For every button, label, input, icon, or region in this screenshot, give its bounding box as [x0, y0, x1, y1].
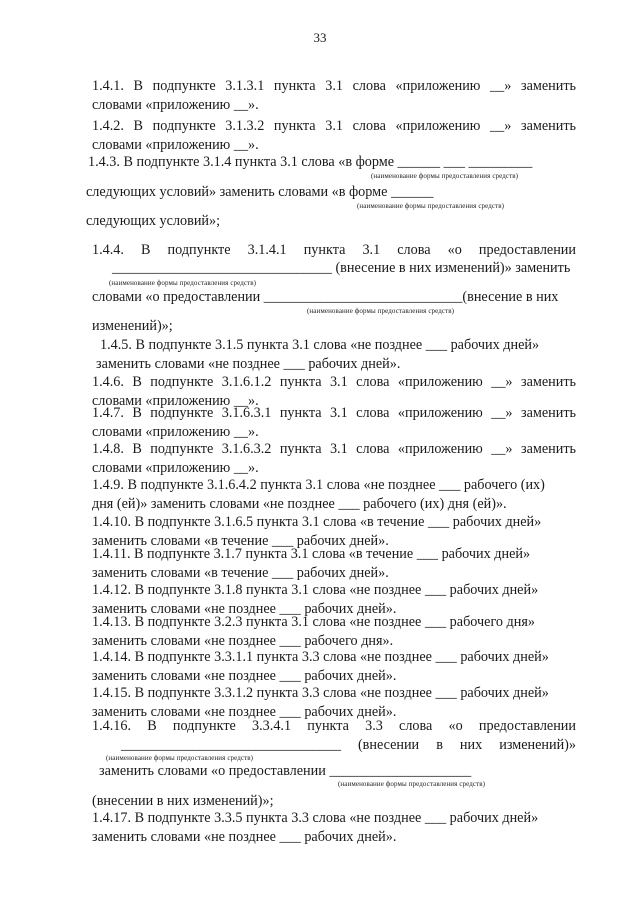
text-line: 1.4.16. В подпункте 3.3.4.1 пункта 3.3 слова «о предоставлении: [92, 718, 576, 734]
text-line: заменить словами «не позднее ___ рабочих дней».: [92, 601, 397, 617]
text-line: словами «приложению __».: [92, 393, 259, 409]
text-line: заменить словами «не позднее ___ рабочего дня».: [92, 633, 394, 649]
text-line: заменить словами «в течение ___ рабочих дней».: [92, 533, 389, 549]
text-line: 1.4.11. В подпункте 3.1.7 пункта 3.1 слова «в течение ___ рабочих дней»: [92, 546, 531, 562]
text-line: 1.4.5. В подпункте 3.1.5 пункта 3.1 слова «не позднее ___ рабочих дней»: [100, 337, 540, 353]
text-line: (внесении в них изменений)»;: [92, 793, 274, 809]
text-line: дня (ей)» заменить словами «не позднее ___ рабочего (их) дня (ей)».: [92, 496, 507, 512]
text-line: заменить словами «не позднее ___ рабочих дней».: [92, 829, 397, 845]
text-line: словами «приложению __».: [92, 460, 259, 476]
field-caption: (наименование формы предоставления средств): [357, 202, 505, 210]
text-line: 1.4.14. В подпункте 3.3.1.1 пункта 3.3 слова «не позднее ___ рабочих дней»: [92, 649, 549, 665]
text-line: 1.4.6. В подпункте 3.1.6.1.2 пункта 3.1 слова «приложению __» заменить: [92, 374, 576, 390]
text-line: 1.4.1. В подпункте 3.1.3.1 пункта 3.1 слова «приложению __» заменить: [92, 78, 576, 94]
text-line: 1.4.8. В подпункте 3.1.6.3.2 пункта 3.1 слова «приложению __» заменить: [92, 441, 576, 457]
text-line: 1.4.3. В подпункте 3.1.4 пункта 3.1 слова «в форме ______ ___ _________: [88, 154, 533, 170]
text-line: словами «приложению __».: [92, 424, 259, 440]
field-caption: (наименование формы предоставления средств): [371, 172, 519, 180]
text-line: следующих условий» заменить словами «в форме ______: [86, 184, 434, 200]
text-line: следующих условий»;: [86, 213, 221, 229]
text-line: 1.4.12. В подпункте 3.1.8 пункта 3.1 слова «не позднее ___ рабочих дней»: [92, 582, 539, 598]
field-caption: (наименование формы предоставления средств): [338, 780, 486, 788]
page-number: 33: [313, 30, 327, 45]
text-line: словами «о предоставлении ____________________________(внесение в них: [92, 289, 559, 305]
text-line: заменить словами «не позднее ___ рабочих дней».: [92, 704, 397, 720]
text-line: изменений)»;: [92, 318, 173, 334]
text-line: заменить словами «о предоставлении ____________________: [99, 763, 472, 779]
text-line: словами «приложению __».: [92, 137, 259, 153]
text-line: заменить словами «не позднее ___ рабочих дней».: [92, 668, 397, 684]
text-line: _______________________________ (внесение в них изменений)» заменить: [112, 260, 571, 276]
text-line: словами «приложению __».: [92, 97, 259, 113]
text-line: 1.4.17. В подпункте 3.3.5 пункта 3.3 слова «не позднее ___ рабочих дней»: [92, 810, 539, 826]
text-line: 1.4.7. В подпункте 3.1.6.3.1 пункта 3.1 слова «приложению __» заменить: [92, 405, 576, 421]
text-line: 1.4.2. В подпункте 3.1.3.2 пункта 3.1 слова «приложению __» заменить: [92, 118, 576, 134]
text-line: 1.4.9. В подпункте 3.1.6.4.2 пункта 3.1 слова «не позднее ___ рабочего (их): [92, 477, 545, 493]
text-line: заменить словами «не позднее ___ рабочих дней».: [96, 356, 401, 372]
text-line: _______________________________ (внесении в них изменений)»: [121, 737, 576, 753]
text-line: 1.4.15. В подпункте 3.3.1.2 пункта 3.3 слова «не позднее ___ рабочих дней»: [92, 685, 549, 701]
text-line: 1.4.10. В подпункте 3.1.6.5 пункта 3.1 слова «в течение ___ рабочих дней»: [92, 514, 542, 530]
field-caption: (наименование формы предоставления средств): [307, 307, 455, 315]
field-caption: (наименование формы предоставления средств): [106, 754, 254, 762]
text-line: 1.4.13. В подпункте 3.2.3 пункта 3.1 слова «не позднее ___ рабочего дня»: [92, 614, 535, 630]
field-caption: (наименование формы предоставления средств): [109, 279, 257, 287]
text-line: заменить словами «в течение ___ рабочих дней».: [92, 565, 389, 581]
text-line: 1.4.4. В подпункте 3.1.4.1 пункта 3.1 слова «о предоставлении: [92, 242, 576, 258]
